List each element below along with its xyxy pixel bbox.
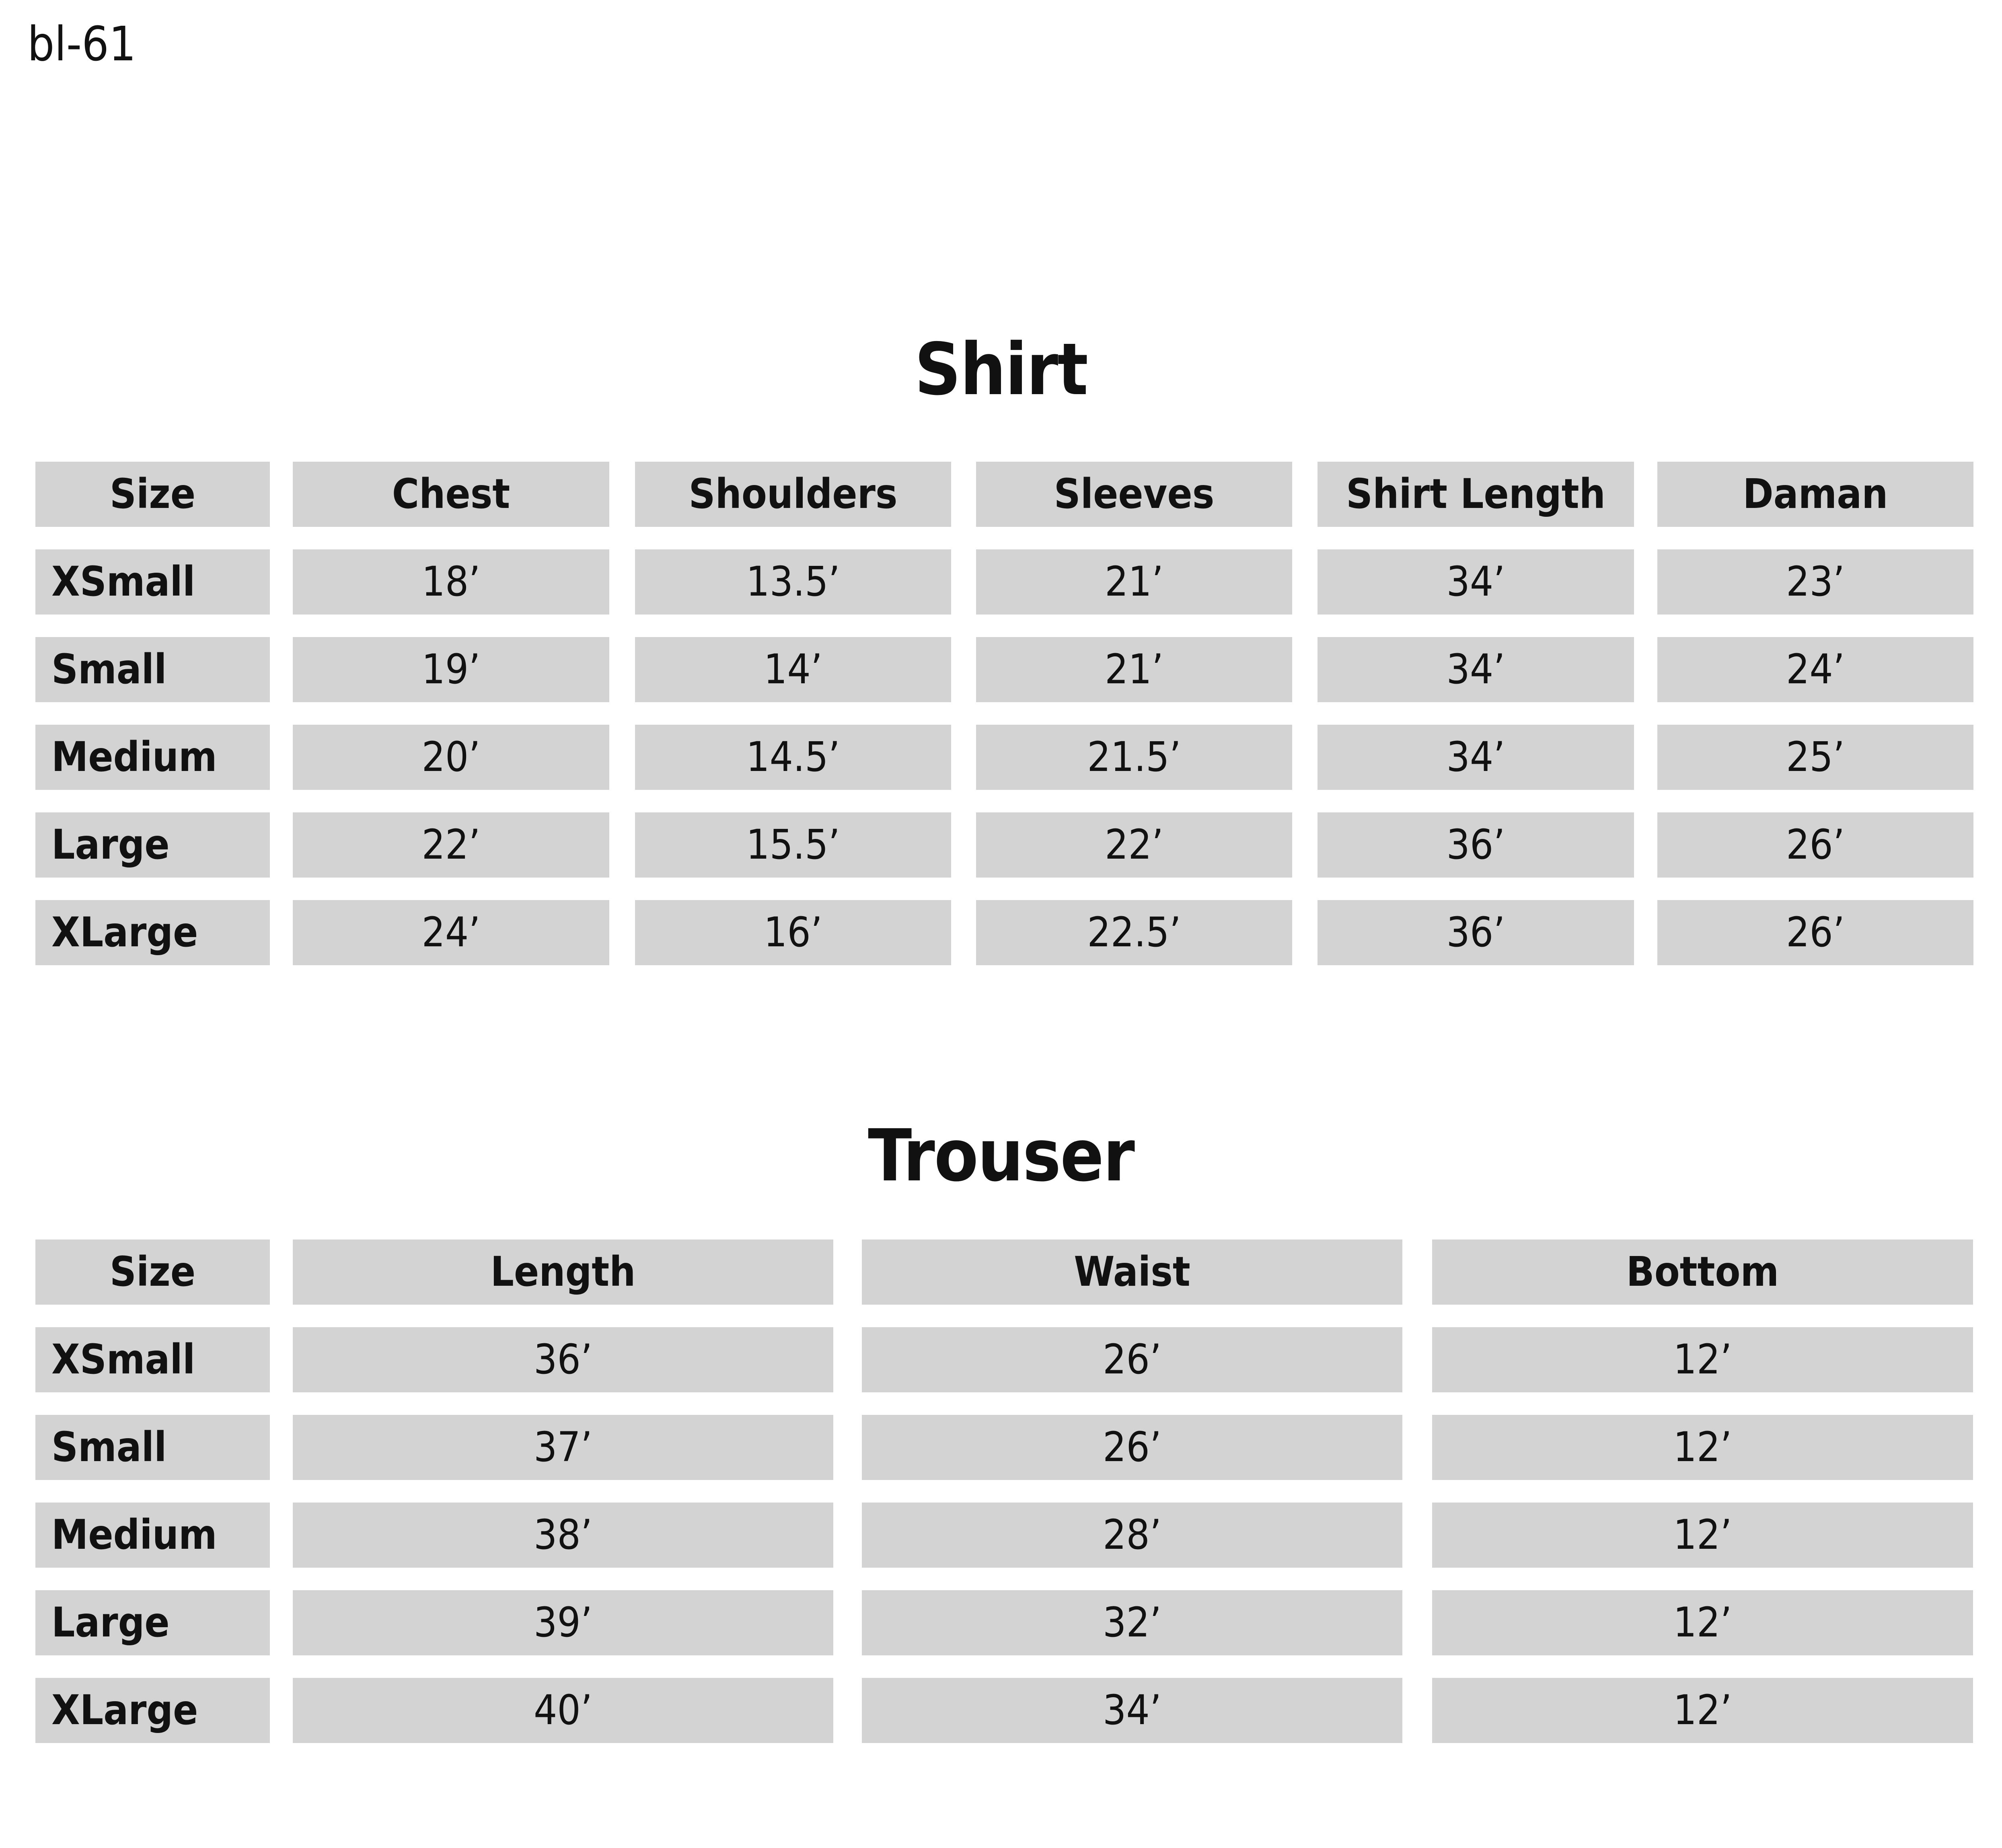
trouser-header-bottom: Bottom — [1432, 1240, 1973, 1305]
trouser-size-label: Medium — [35, 1503, 270, 1568]
shirt-cell: 14’ — [635, 637, 951, 702]
shirt-header-chest: Chest — [293, 462, 609, 527]
shirt-header-size: Size — [35, 462, 270, 527]
trouser-cell: 38’ — [293, 1503, 833, 1568]
shirt-cell: 21’ — [976, 637, 1292, 702]
shirt-size-label: XSmall — [35, 549, 270, 615]
trouser-cell: 28’ — [862, 1503, 1402, 1568]
shirt-cell: 26’ — [1657, 812, 1973, 878]
trouser-header-length: Length — [293, 1240, 833, 1305]
trouser-size-label: XSmall — [35, 1327, 270, 1392]
trouser-cell: 34’ — [862, 1678, 1402, 1743]
trouser-cell: 37’ — [293, 1415, 833, 1480]
shirt-cell: 26’ — [1657, 900, 1973, 965]
shirt-size-label: XLarge — [35, 900, 270, 965]
trouser-header-size: Size — [35, 1240, 270, 1305]
trouser-cell: 26’ — [862, 1415, 1402, 1480]
shirt-cell: 24’ — [293, 900, 609, 965]
shirt-cell: 34’ — [1318, 725, 1634, 790]
trouser-cell: 36’ — [293, 1327, 833, 1392]
shirt-cell: 16’ — [635, 900, 951, 965]
shirt-header-sleeves: Sleeves — [976, 462, 1292, 527]
shirt-cell: 13.5’ — [635, 549, 951, 615]
trouser-cell: 12’ — [1432, 1327, 1973, 1392]
trouser-cell: 12’ — [1432, 1415, 1973, 1480]
trouser-cell: 12’ — [1432, 1678, 1973, 1743]
trouser-header-waist: Waist — [862, 1240, 1402, 1305]
trouser-cell: 40’ — [293, 1678, 833, 1743]
trouser-size-label: XLarge — [35, 1678, 270, 1743]
trouser-title: Trouser — [868, 1114, 1134, 1197]
shirt-size-label: Medium — [35, 725, 270, 790]
shirt-cell: 20’ — [293, 725, 609, 790]
shirt-size-label: Small — [35, 637, 270, 702]
shirt-cell: 22’ — [293, 812, 609, 878]
shirt-cell: 23’ — [1657, 549, 1973, 615]
shirt-cell: 24’ — [1657, 637, 1973, 702]
shirt-cell: 15.5’ — [635, 812, 951, 878]
trouser-cell: 12’ — [1432, 1590, 1973, 1655]
shirt-cell: 36’ — [1318, 812, 1634, 878]
product-code: bl-61 — [27, 16, 136, 72]
shirt-header-shirt-length: Shirt Length — [1318, 462, 1634, 527]
shirt-cell: 22.5’ — [976, 900, 1292, 965]
shirt-cell: 25’ — [1657, 725, 1973, 790]
shirt-cell: 22’ — [976, 812, 1292, 878]
trouser-size-label: Large — [35, 1590, 270, 1655]
trouser-cell: 32’ — [862, 1590, 1402, 1655]
trouser-cell: 39’ — [293, 1590, 833, 1655]
shirt-title: Shirt — [915, 328, 1087, 411]
shirt-cell: 18’ — [293, 549, 609, 615]
shirt-cell: 19’ — [293, 637, 609, 702]
shirt-cell: 34’ — [1318, 637, 1634, 702]
shirt-cell: 36’ — [1318, 900, 1634, 965]
trouser-cell: 26’ — [862, 1327, 1402, 1392]
shirt-cell: 34’ — [1318, 549, 1634, 615]
shirt-cell: 21’ — [976, 549, 1292, 615]
trouser-cell: 12’ — [1432, 1503, 1973, 1568]
shirt-header-shoulders: Shoulders — [635, 462, 951, 527]
shirt-header-daman: Daman — [1657, 462, 1973, 527]
shirt-size-label: Large — [35, 812, 270, 878]
trouser-size-label: Small — [35, 1415, 270, 1480]
shirt-cell: 14.5’ — [635, 725, 951, 790]
shirt-cell: 21.5’ — [976, 725, 1292, 790]
